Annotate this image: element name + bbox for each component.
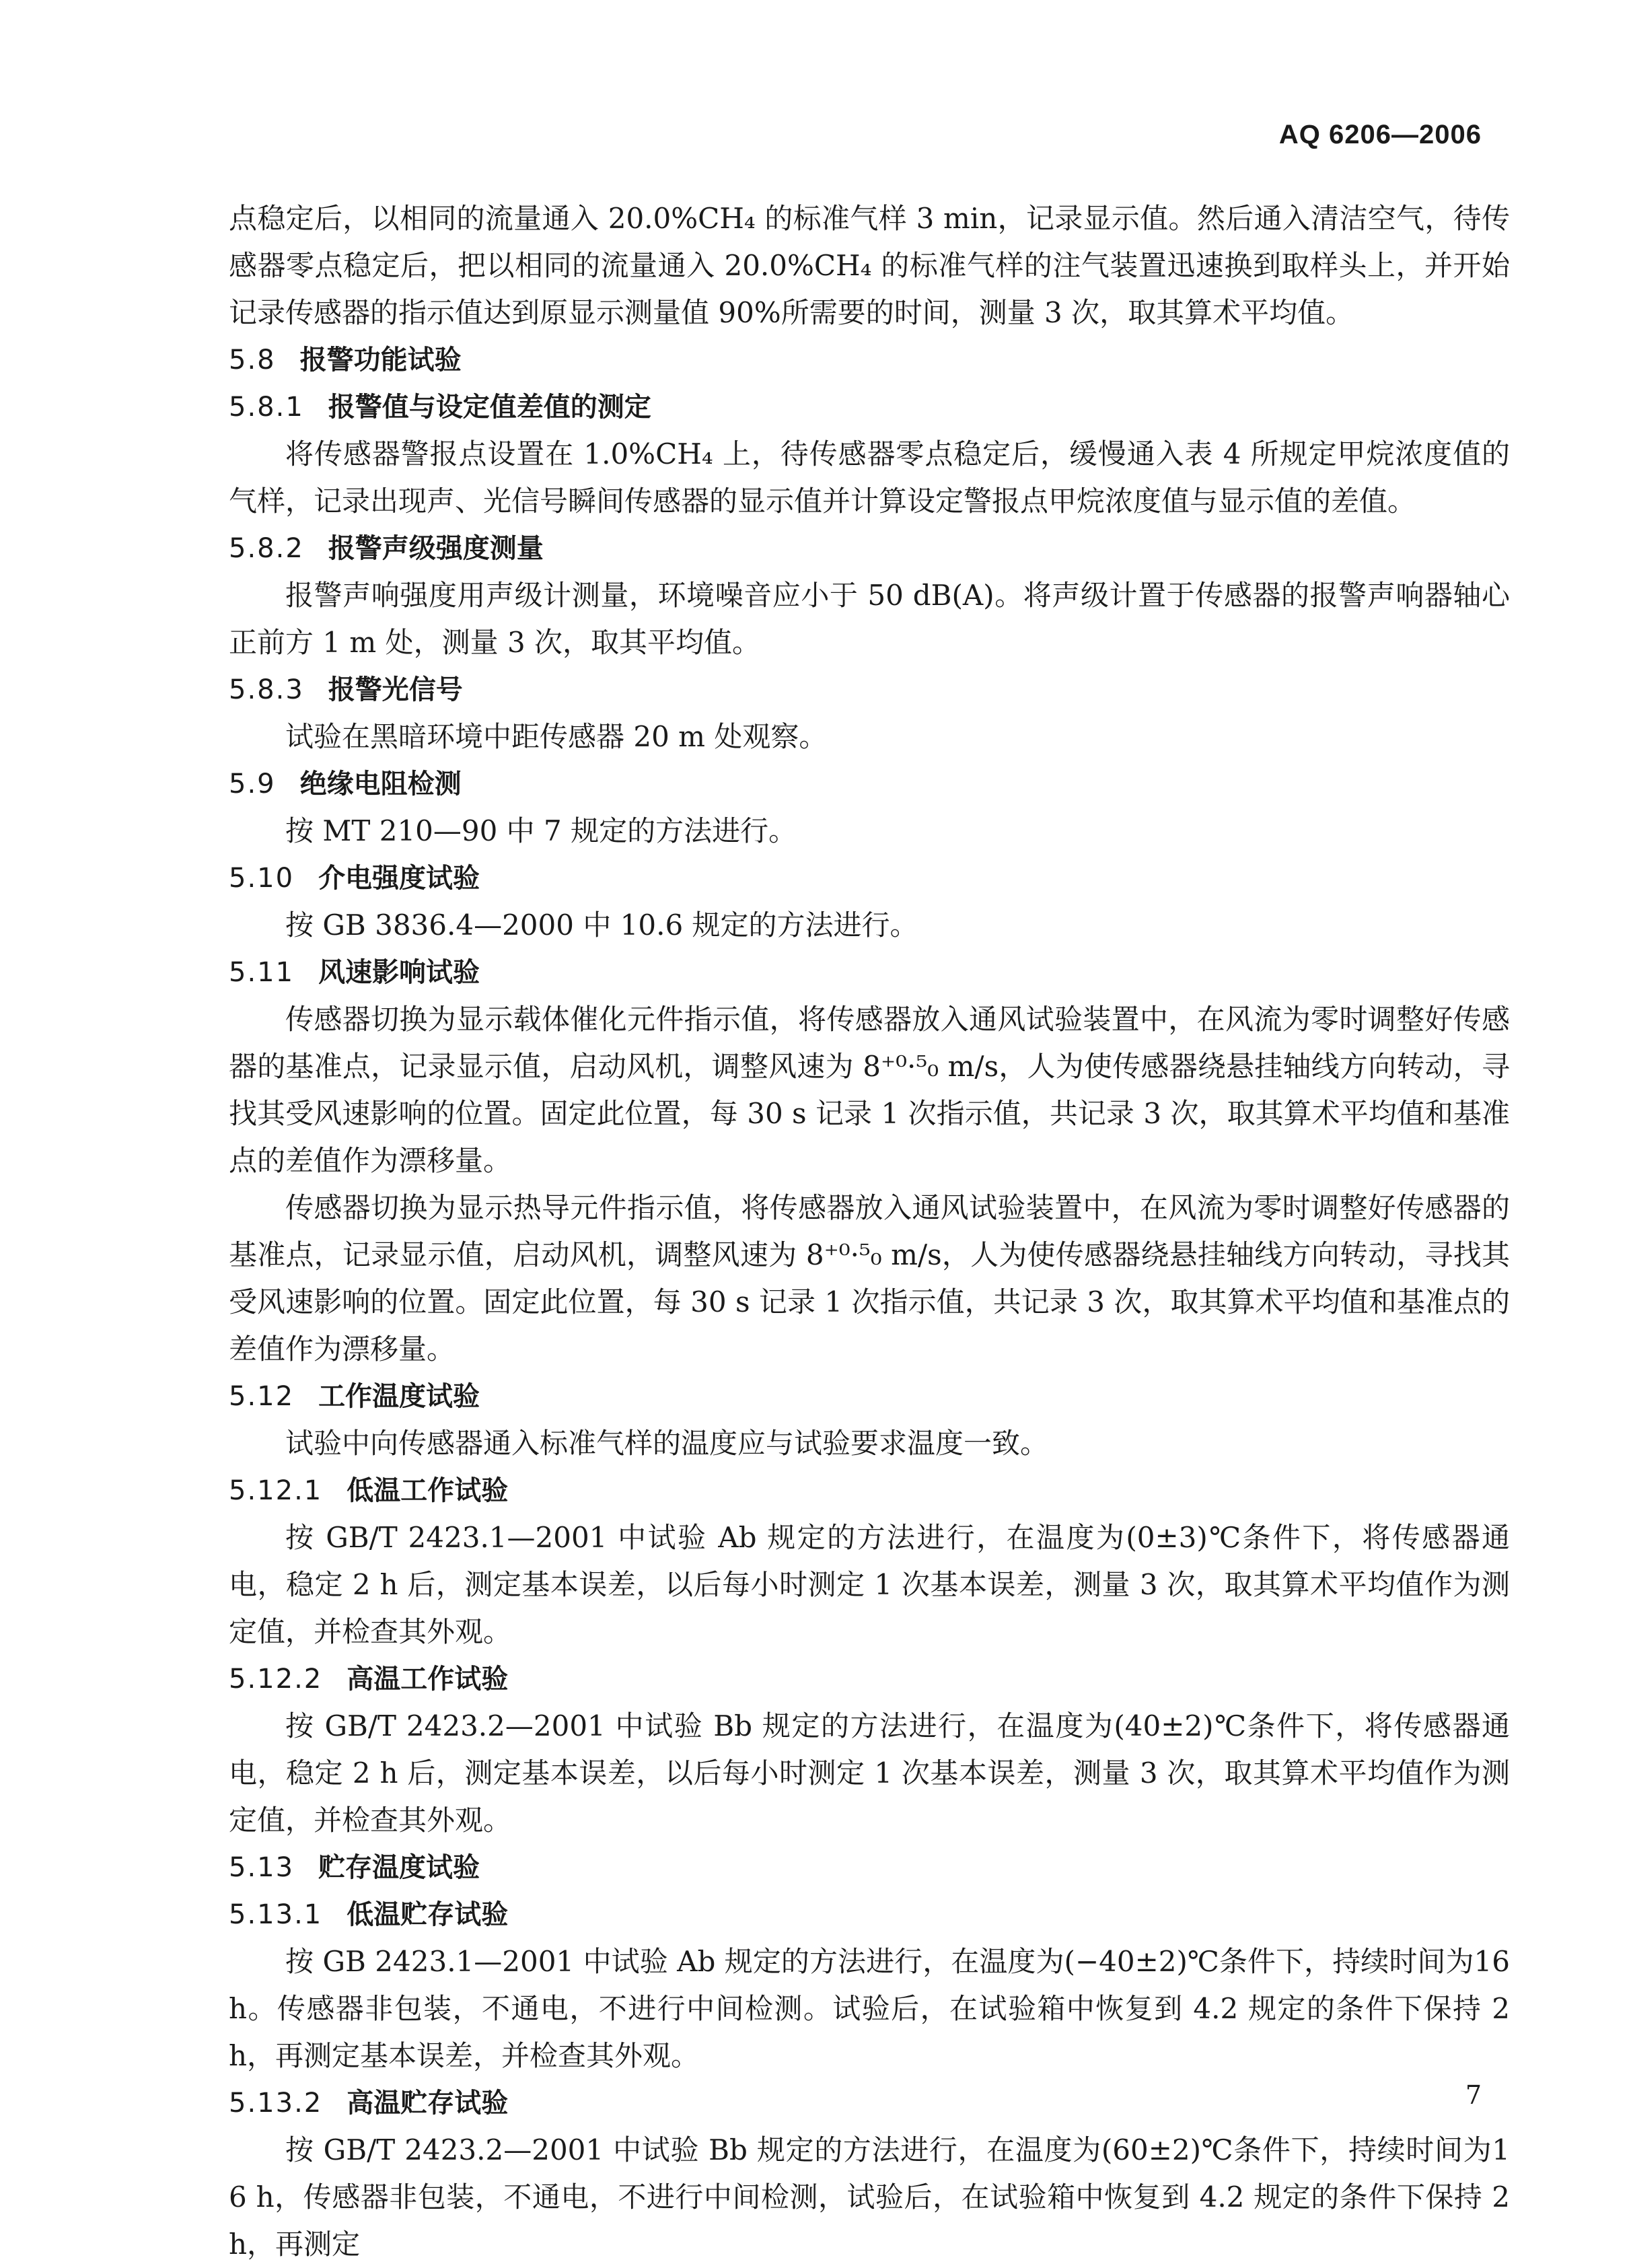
paragraph: 点稳定后，以相同的流量通入 20.0%CH₄ 的标准气样 3 min，记录显示值。然后通入清洁空气，待传感器零点稳定后，把以相同的流量通入 20.0%CH₄ 的标准气样的注气装置迅速换到取样头上，并开始记录传感器的指示值达到原显示测量值 90%所需要的时间，测量 3 次，取其算术平均值。 [229, 202, 1510, 329]
section-title: 工作温度试验 [318, 1381, 480, 1412]
paragraph: 传感器切换为显示热导元件指示值，将传感器放入通风试验装置中，在风流为零时调整好传感器的基准点，记录显示值，启动风机，调整风速为 8⁺⁰·⁵₀ m/s，人为使传感器绕悬挂轴线方向转动，寻找其受风速影响的位置。固定此位置，每 30 s 记录 1 次指示值，共记录 3 次，取其算术平均值和基准点的差值作为漂移量。 [229, 1191, 1510, 1366]
section-heading [229, 1656, 1510, 1703]
section-number: 5.10 [229, 863, 295, 894]
page-number: 7 [1465, 2080, 1482, 2110]
section-heading [229, 855, 1510, 902]
section-number: 5.11 [229, 957, 295, 988]
paragraph: 按 GB/T 2423.2—2001 中试验 Bb 规定的方法进行，在温度为(60±2)℃条件下，持续时间为16 h，传感器非包装，不通电，不进行中间检测，试验后，在试验箱中恢复到 4.2 规定的条件下保持 2 h，再测定 [229, 2133, 1510, 2261]
standard-code: AQ 6206—2006 [1278, 120, 1482, 149]
paragraph: 按 GB 3836.4—2000 中 10.6 规定的方法进行。 [285, 909, 918, 942]
section-title: 介电强度试验 [318, 863, 480, 894]
section-number: 5.8.3 [229, 674, 304, 705]
section-title: 报警值与设定值差值的测定 [328, 392, 651, 423]
section-title: 低温工作试验 [347, 1475, 509, 1506]
paragraph: 传感器切换为显示载体催化元件指示值，将传感器放入通风试验装置中，在风流为零时调整好传感器的基准点，记录显示值，启动风机，调整风速为 8⁺⁰·⁵₀ m/s，人为使传感器绕悬挂轴线方向转动，寻找其受风速影响的位置。固定此位置，每 30 s 记录 1 次指示值，共记录 3 次，取其算术平均值和基准点的差值作为漂移量。 [229, 1003, 1510, 1177]
section-title: 报警声级强度测量 [328, 533, 544, 564]
paragraph: 将传感器警报点设置在 1.0%CH₄ 上，待传感器零点稳定后，缓慢通入表 4 所规定甲烷浓度值的气样，记录出现声、光信号瞬间传感器的显示值并计算设定警报点甲烷浓度值与显示值的差值。 [229, 437, 1510, 518]
section-heading [229, 949, 1510, 996]
section-heading [229, 1373, 1510, 1420]
section-title: 高温贮存试验 [347, 2088, 509, 2119]
section-title: 风速影响试验 [318, 957, 480, 988]
section-heading [229, 384, 1510, 431]
section-title: 报警功能试验 [299, 345, 462, 376]
section-number: 5.9 [229, 769, 276, 800]
paragraph: 按 GB 2423.1—2001 中试验 Ab 规定的方法进行，在温度为(−40±2)℃条件下，持续时间为16 h。传感器非包装，不通电，不进行中间检测。试验后，在试验箱中恢复到 4.2 规定的条件下保持 2 h，再测定基本误差，并检查其外观。 [229, 1945, 1510, 2072]
section-number: 5.13 [229, 1852, 295, 1883]
paragraph: 按 GB/T 2423.2—2001 中试验 Bb 规定的方法进行，在温度为(40±2)℃条件下，将传感器通电，稳定 2 h 后，测定基本误差，以后每小时测定 1 次基本误差，测量 3 次，取其算术平均值作为测定值，并检查其外观。 [229, 1709, 1510, 1837]
paragraph: 试验在黑暗环境中距传感器 20 m 处观察。 [285, 720, 828, 753]
paragraph: 按 MT 210—90 中 7 规定的方法进行。 [285, 814, 797, 847]
section-number: 5.12.2 [229, 1664, 323, 1695]
section-number: 5.12 [229, 1381, 295, 1412]
paragraph: 按 GB/T 2423.1—2001 中试验 Ab 规定的方法进行，在温度为(0±3)℃条件下，将传感器通电，稳定 2 h 后，测定基本误差，以后每小时测定 1 次基本误差，测量 3 次，取其算术平均值作为测定值，并检查其外观。 [229, 1521, 1510, 1648]
paragraph: 试验中向传感器通入标准气样的温度应与试验要求温度一致。 [285, 1427, 1049, 1460]
section-heading [229, 2080, 1510, 2127]
section-heading [229, 336, 1510, 384]
section-heading [229, 1844, 1510, 1891]
section-number: 5.12.1 [229, 1475, 323, 1506]
section-number: 5.8.1 [229, 392, 304, 423]
section-heading [229, 760, 1510, 808]
section-number: 5.13.2 [229, 2088, 323, 2119]
section-heading [229, 666, 1510, 713]
section-heading [229, 525, 1510, 572]
section-number: 5.8 [229, 345, 276, 376]
section-heading [229, 1467, 1510, 1514]
section-title: 贮存温度试验 [318, 1852, 480, 1883]
section-heading [229, 1891, 1510, 1938]
section-number: 5.13.1 [229, 1899, 323, 1930]
section-number: 5.8.2 [229, 533, 304, 564]
section-title: 高温工作试验 [347, 1664, 509, 1695]
document-body [229, 195, 1510, 2268]
paragraph: 报警声响强度用声级计测量，环境噪音应小于 50 dB(A)。将声级计置于传感器的报警声响器轴心正前方 1 m 处，测量 3 次，取其平均值。 [229, 579, 1510, 659]
section-title: 绝缘电阻检测 [299, 769, 462, 800]
section-title: 低温贮存试验 [347, 1899, 509, 1930]
section-title: 报警光信号 [328, 674, 463, 705]
